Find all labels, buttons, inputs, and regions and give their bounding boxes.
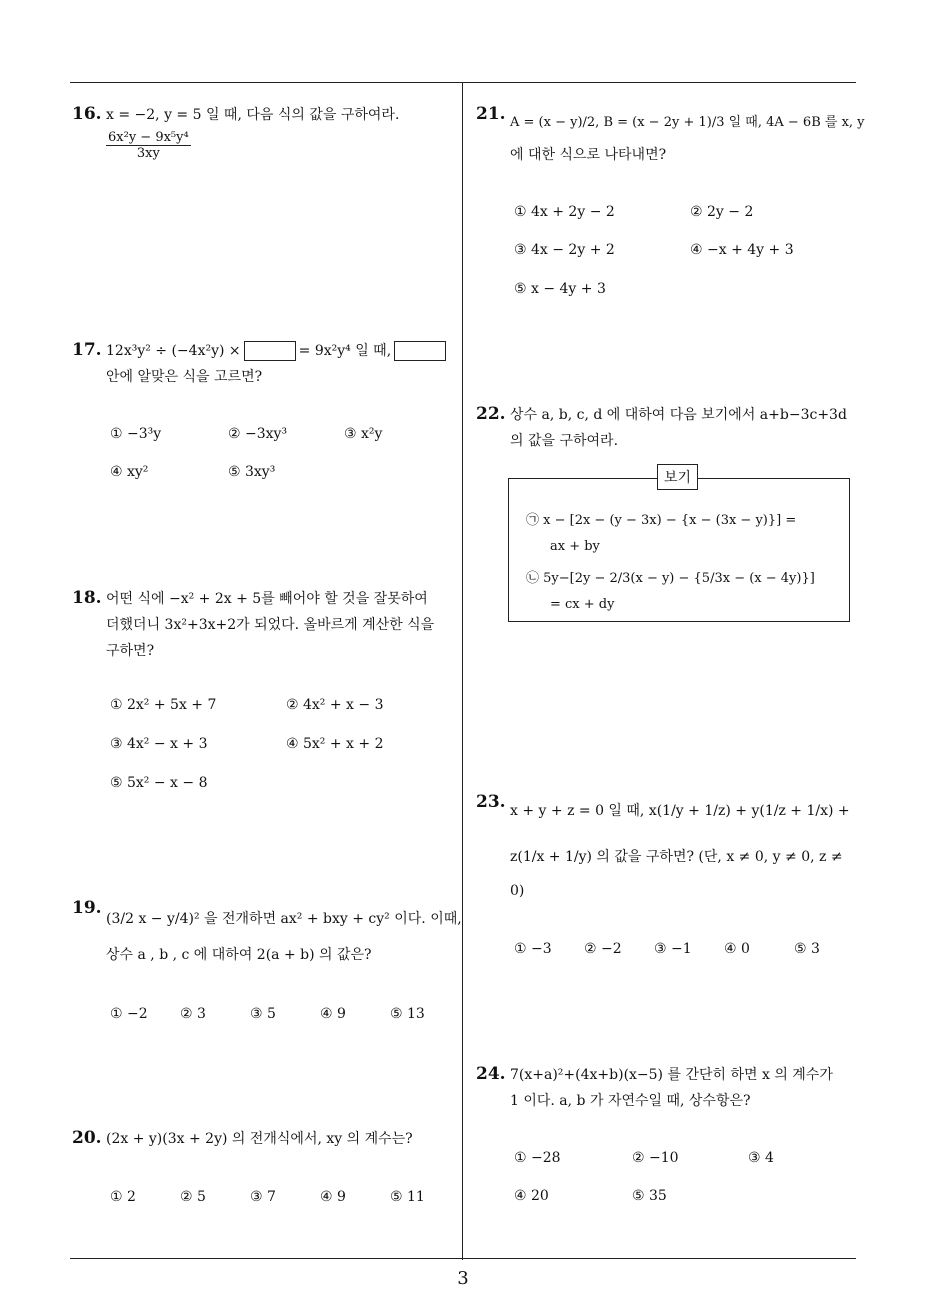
question-text: x = −2, y = 5 일 때, 다음 식의 값을 구하여라. xyxy=(106,107,400,123)
fraction-numerator: 6x²y − 9x⁵y⁴ xyxy=(108,130,189,145)
question-text: 에 대한 식으로 나타내면? xyxy=(510,147,667,163)
option-2[interactable]: ② 4x² + x − 3 xyxy=(286,697,384,713)
question-text: 7(x+a)²+(4x+b)(x−5) 를 간단히 하면 x 의 계수가 xyxy=(510,1067,833,1083)
question-text: 의 값을 구하여라. xyxy=(510,433,619,449)
option-4[interactable]: ④ 9 xyxy=(320,1189,346,1205)
question-text: (3/2 x − y/4)² 을 전개하면 ax² + bxy + cy² 이다. 이때, xyxy=(106,911,462,927)
option-2[interactable]: ② −2 xyxy=(584,941,622,957)
question-text: 0) xyxy=(510,883,525,899)
answer-blank-box xyxy=(244,341,296,361)
question-number: 21. xyxy=(476,104,506,124)
top-rule xyxy=(70,82,856,83)
question-number: 22. xyxy=(476,404,506,424)
option-2[interactable]: ② 3 xyxy=(180,1006,206,1022)
question-number: 16. xyxy=(72,104,102,124)
option-3[interactable]: ③ 5 xyxy=(250,1006,276,1022)
question-text: 어떤 식에 −x² + 2x + 5를 빼어야 할 것을 잘못하여 xyxy=(106,591,428,607)
question-text xyxy=(106,338,449,364)
question-text: 안에 알맞은 식을 고르면? xyxy=(106,369,263,385)
page-number: 3 xyxy=(457,1268,469,1289)
example-item-2: ㉡ 5y−[2y − 2/3(x − y) − {5/3x − (x − 4y)}] xyxy=(526,571,815,586)
option-1[interactable]: ① −3 xyxy=(514,941,552,957)
question-text: (2x + y)(3x + 2y) 의 전개식에서, xy 의 계수는? xyxy=(106,1131,413,1147)
option-5[interactable]: ⑤ 3 xyxy=(794,941,820,957)
question-text: z(1/x + 1/y) 의 값을 구하면? (단, x ≠ 0, y ≠ 0, z ≠ xyxy=(510,849,843,865)
option-1[interactable]: ① 4x + 2y − 2 xyxy=(514,204,615,220)
option-3[interactable]: ③ x²y xyxy=(344,426,383,442)
question-number: 23. xyxy=(476,792,506,812)
expression-fraction xyxy=(106,130,191,161)
option-1[interactable]: ① −2 xyxy=(110,1006,148,1022)
option-2[interactable]: ② 2y − 2 xyxy=(690,204,754,220)
option-2[interactable]: ② −10 xyxy=(632,1150,679,1166)
question-text: 구하면? xyxy=(106,643,155,659)
question-text: 상수 a , b , c 에 대하여 2(a + b) 의 값은? xyxy=(106,947,372,963)
option-3[interactable]: ③ −1 xyxy=(654,941,692,957)
answer-blank-box xyxy=(394,341,446,361)
question-text-part: = 9x²y⁴ 일 때, xyxy=(298,343,392,359)
option-5[interactable]: ⑤ 13 xyxy=(390,1006,425,1022)
option-2[interactable]: ② 5 xyxy=(180,1189,206,1205)
question-text-part: 12x³y² ÷ (−4x²y) × xyxy=(106,343,241,359)
question-text: 상수 a, b, c, d 에 대하여 다음 보기에서 a+b−3c+3d xyxy=(510,407,847,423)
option-2[interactable]: ② −3xy³ xyxy=(228,426,288,442)
option-3[interactable]: ③ 4x − 2y + 2 xyxy=(514,242,615,258)
question-text: 더했더니 3x²+3x+2가 되었다. 올바르게 계산한 식을 xyxy=(106,617,435,633)
option-5[interactable]: ⑤ 11 xyxy=(390,1189,425,1205)
question-number: 19. xyxy=(72,898,102,918)
example-box-title: 보기 xyxy=(657,464,698,490)
option-1[interactable]: ① −3³y xyxy=(110,426,162,442)
bottom-rule xyxy=(70,1258,856,1259)
question-text: x + y + z = 0 일 때, x(1/y + 1/z) + y(1/z + 1/x) + xyxy=(510,803,850,819)
column-divider xyxy=(462,83,463,1260)
option-5[interactable]: ⑤ x − 4y + 3 xyxy=(514,281,606,297)
option-3[interactable]: ③ 4x² − x + 3 xyxy=(110,736,208,752)
option-1[interactable]: ① −28 xyxy=(514,1150,561,1166)
example-item-1-cont: ax + by xyxy=(550,539,600,554)
fraction-denominator: 3xy xyxy=(136,146,160,161)
question-text: 1 이다. a, b 가 자연수일 때, 상수항은? xyxy=(510,1093,751,1109)
question-text: A = (x − y)/2, B = (x − 2y + 1)/3 일 때, 4A − 6B 를 x, y xyxy=(510,115,865,130)
option-4[interactable]: ④ 20 xyxy=(514,1188,549,1204)
question-number: 18. xyxy=(72,588,102,608)
option-5[interactable]: ⑤ 35 xyxy=(632,1188,667,1204)
option-4[interactable]: ④ xy² xyxy=(110,464,149,480)
question-number: 20. xyxy=(72,1128,102,1148)
option-3[interactable]: ③ 7 xyxy=(250,1189,276,1205)
option-1[interactable]: ① 2x² + 5x + 7 xyxy=(110,697,217,713)
option-4[interactable]: ④ 5x² + x + 2 xyxy=(286,736,384,752)
option-5[interactable]: ⑤ 5x² − x − 8 xyxy=(110,775,208,791)
option-4[interactable]: ④ 0 xyxy=(724,941,750,957)
question-number: 17. xyxy=(72,340,102,360)
option-5[interactable]: ⑤ 3xy³ xyxy=(228,464,276,480)
example-item-1: ㉠ x − [2x − (y − 3x) − {x − (3x − y)}] = xyxy=(526,513,797,528)
example-item-2-cont: = cx + dy xyxy=(550,597,615,612)
option-3[interactable]: ③ 4 xyxy=(748,1150,774,1166)
option-4[interactable]: ④ −x + 4y + 3 xyxy=(690,242,794,258)
option-1[interactable]: ① 2 xyxy=(110,1189,136,1205)
option-4[interactable]: ④ 9 xyxy=(320,1006,346,1022)
question-number: 24. xyxy=(476,1064,506,1084)
